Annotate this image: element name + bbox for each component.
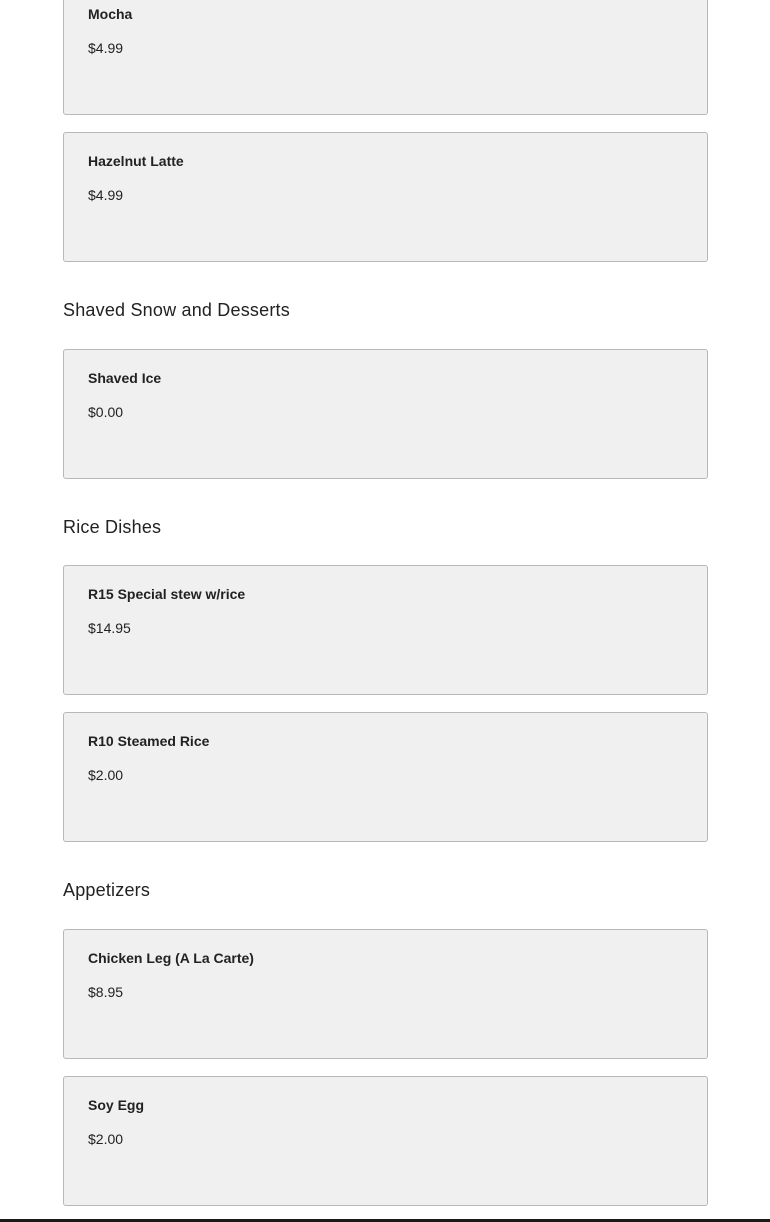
menu-item-price: $2.00 — [88, 1131, 124, 1147]
menu-section-appetizers — [63, 879, 708, 1206]
section-title: Shaved Snow and Desserts — [63, 300, 290, 320]
menu-item-name: Mocha — [88, 6, 133, 22]
menu-item-card[interactable] — [63, 349, 708, 479]
section-title: Rice Dishes — [63, 517, 162, 537]
menu-item-name: R15 Special stew w/rice — [88, 586, 246, 602]
menu-item-card[interactable] — [63, 565, 708, 695]
menu-item-card[interactable] — [63, 929, 708, 1059]
menu-item-card[interactable] — [63, 0, 708, 115]
menu-item-name: R10 Steamed Rice — [88, 733, 210, 749]
menu-item-name: Shaved Ice — [88, 370, 162, 386]
menu-item-price: $4.99 — [88, 187, 124, 203]
menu-item-card[interactable] — [63, 712, 708, 842]
menu-item-price: $8.95 — [88, 984, 124, 1000]
menu-item-card[interactable] — [63, 1076, 708, 1206]
menu-section-rice-dishes — [63, 516, 708, 842]
menu-item-price: $2.00 — [88, 767, 124, 783]
menu-item-price: $4.99 — [88, 40, 124, 56]
menu-item-name: Hazelnut Latte — [88, 153, 184, 169]
menu-item-price: $0.00 — [88, 404, 124, 420]
menu-item-card[interactable] — [63, 132, 708, 262]
menu-list — [63, 0, 708, 1206]
menu-section-drinks — [63, 0, 708, 262]
menu-section-desserts — [63, 299, 708, 479]
menu-item-name: Soy Egg — [88, 1097, 145, 1113]
section-title: Appetizers — [63, 880, 151, 900]
menu-item-price: $14.95 — [88, 620, 131, 636]
menu-item-name: Chicken Leg (A La Carte) — [88, 950, 254, 966]
